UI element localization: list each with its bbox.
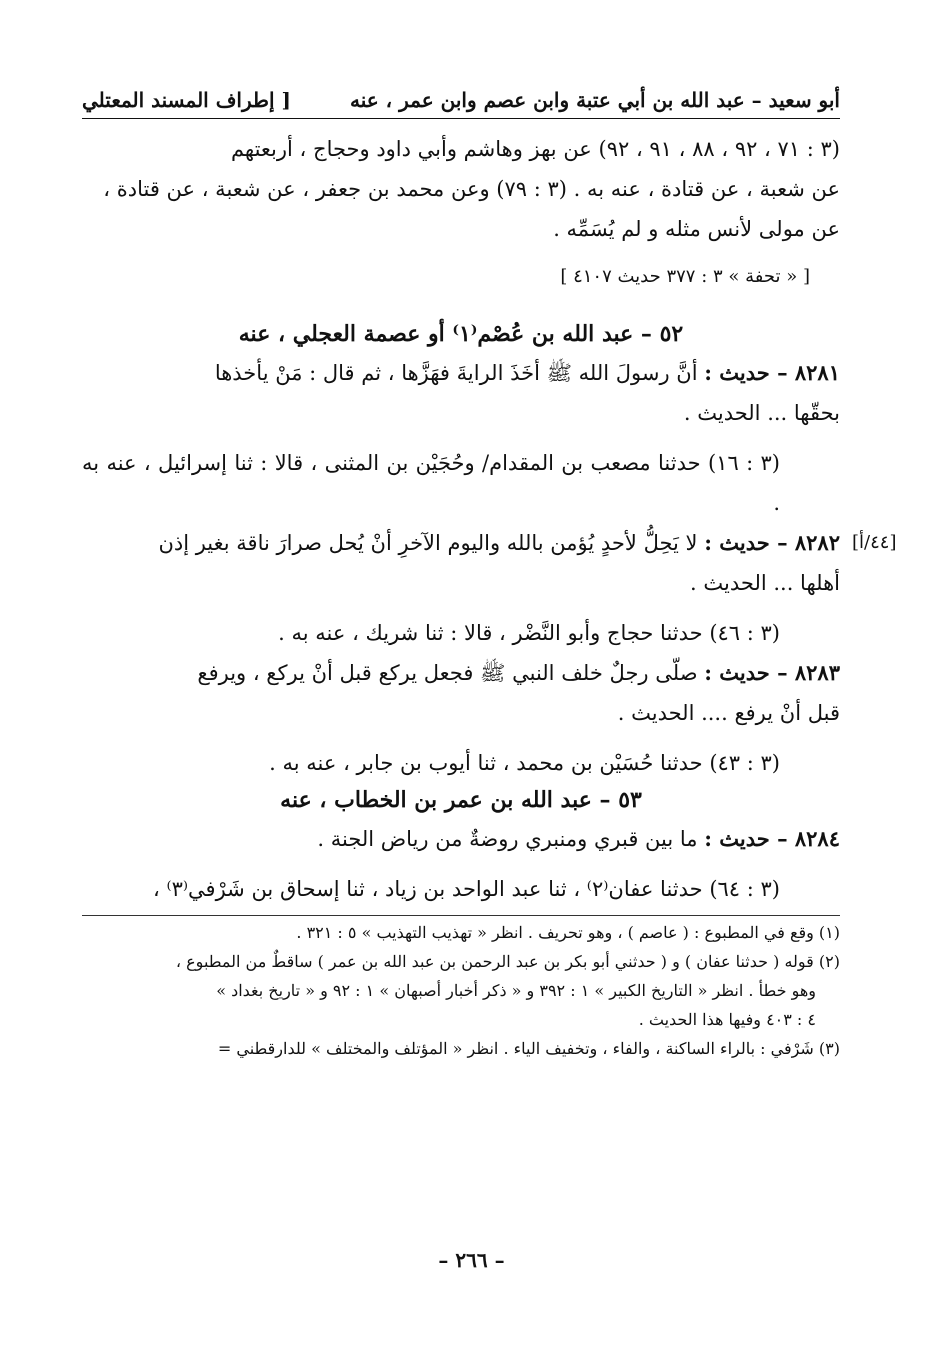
para-line: عن مولى لأنس مثله و لم يُسَمِّه . [553, 217, 840, 241]
hadith-text: صلّى رجلٌ خلف النبي ﷺ فجعل يركع قبل أنْ يركع ، ويرفع [197, 661, 698, 685]
footnote-3: (٣) شَرْفي : بالراء الساكنة ، والفاء ، وتخفيف الياء . انظر « المؤتلف والمختلف » للدارقطني = [217, 1039, 840, 1058]
hadith-text: لا يَحِلُّ لأحدٍ يُؤمن بالله واليوم الآخرِ أنْ يُحل صرارَ ناقة بغير إذن [158, 531, 698, 555]
header-title: أبو سعيد – عبد الله بن أبي عتبة وابن عصم وابن عمر ، عنه [350, 88, 840, 112]
running-header [82, 88, 840, 119]
para-line: عن شعبة ، عن قتادة ، عنه به . (٣ : ٧٩) وعن محمد بن جعفر ، عن شعبة ، عن قتادة ، [103, 177, 840, 201]
hadith-8284 [82, 819, 840, 859]
hadith-text-cont: قبل أنْ يرفع .... الحديث . [617, 701, 840, 725]
hadith-number: ٨٢٨٢ – حديث : [704, 530, 840, 555]
hadith-number: ٨٢٨٣ – حديث : [704, 660, 840, 685]
footnote-divider [82, 915, 840, 916]
hadith-8281 [82, 353, 840, 393]
footnote-2-cont: وهو خطأ . انظر « التاريخ الكبير » ١ : ٣٩٢ و « ذكر أخبار أصبهان » ١ : ٩٢ و « تاريخ بغداد » [216, 981, 816, 1000]
footnote-2: (٢) قوله ( حدثنا عفان ) و ( حدثني أبو بكر بن عبد الرحمن بن عبد الله بن عمر ) ساقطٌ من المطبوع ، [175, 952, 840, 971]
page-body [82, 88, 840, 1063]
hadith-source: (٣ : ١٦) حدثنا مصعب بن المقدام/ وحُجَيْن بن المثنى ، قالا : ثنا إسرائيل ، عنه به . [82, 451, 780, 515]
hadith-number: ٨٢٨٤ – حديث : [704, 826, 840, 851]
hadith-source: (٣ : ٤٣) حدثنا حُسَيْن بن محمد ، ثنا أيوب بن جابر ، عنه به . [269, 751, 780, 775]
section-title-52: ٥٢ – عبد الله بن عُصْم⁽١⁾ أو عصمة العجلي ، عنه [238, 321, 684, 347]
footnote-1: (١) وقع في المطبوع : ( عاصم ) ، وهو تحريف . انظر « تهذيب التهذيب » ٥ : ٣٢١ . [296, 923, 840, 942]
hadith-text-cont: بحقّها ... الحديث . [683, 401, 840, 425]
header-book-title: [ إطراف المسند المعتلي [82, 88, 291, 112]
manuscript-folio-marker: [٤٤/أ] [852, 532, 897, 553]
hadith-8283 [82, 653, 840, 693]
footnote-2-cont: ٤ : ٤٠٣ وفيها هذا الحديث . [638, 1010, 816, 1029]
section-title-53: ٥٣ – عبد الله بن عمر بن الخطاب ، عنه [280, 787, 642, 813]
tuhfa-reference: [ « تحفة » ٣ : ٣٧٧ حديث ٤١٠٧ ] [560, 266, 810, 287]
hadith-8282 [82, 523, 840, 563]
hadith-source: (٣ : ٤٦) حدثنا حجاج وأبو النَّضْر ، قالا : ثنا شريك ، عنه به . [278, 621, 780, 645]
hadith-text-cont: أهلها ... الحديث . [690, 571, 840, 595]
para-line: (٣ : ٧١ ، ٩٢ ، ٨٨ ، ٩١ ، ٩٢) عن بهز وهاشم وأبي داود وحجاج ، أربعتهم [230, 137, 840, 161]
hadith-text: أنَّ رسولَ الله ﷺ أخَذَ الرايةَ فهَزَّها ، ثم قال : مَنْ يأخذها [214, 361, 698, 385]
hadith-text: ما بين قبري ومنبري روضةٌ من رياض الجنة . [317, 827, 698, 851]
hadith-source: (٣ : ٦٤) حدثنا عفان⁽٢⁾ ، ثنا عبد الواحد بن زياد ، ثنا إسحاق بن شَرْفي⁽٣⁾ ، [152, 877, 780, 901]
hadith-number: ٨٢٨١ – حديث : [704, 360, 840, 385]
page-number: – ٢٦٦ – [438, 1248, 505, 1272]
